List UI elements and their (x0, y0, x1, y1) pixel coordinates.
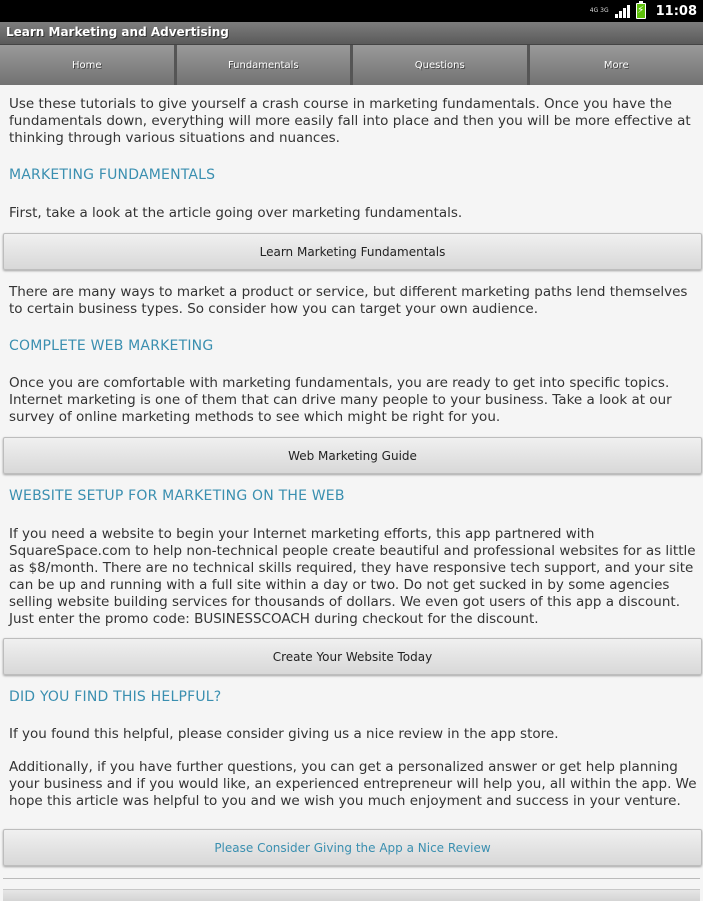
web-marketing-paragraph: Once you are comfortable with marketing fundamentals, you are ready to get into specific topics. Internet marketing is one of them that can drive many people to your business. Take a look at our survey of online marketing methods to see which might be right for you. (9, 375, 699, 426)
nice-review-button[interactable]: Please Consider Giving the App a Nice Review (3, 829, 702, 866)
app-title-bar (0, 22, 703, 45)
status-icons (590, 2, 697, 20)
intro-paragraph: Use these tutorials to give yourself a crash course in marketing fundamentals. Once you have the fundamentals down, everything will more easily fall into place and then you will be more effective at thinking through various situations and nuances. (9, 96, 699, 147)
review-request-paragraph: If you found this helpful, please consider giving us a nice review in the app store. (9, 726, 699, 743)
tab-more[interactable]: More (530, 45, 703, 85)
tab-questions[interactable]: Questions (353, 45, 527, 85)
further-questions-paragraph: Additionally, if you have further questions, you can get a personalized answer or get help planning your business and if you would like, an experienced entrepreneur will help you, all within the app. We hope this article was helpful to you and we wish you much enjoyment and success in your venture. (9, 759, 699, 810)
website-setup-paragraph: If you need a website to begin your Internet marketing efforts, this app partnered with SquareSpace.com to help non-technical people create beautiful and professional websites for as little as $8/month. There are no technical skills required, they have responsive tech support, and your site can be up and running with a full site within a day or two. Do not get sucked in by some agencies selling website building services for thousands of dollars. We even got users of this app a discount. Just enter the promo code: BUSINESSCOACH during checkout for the discount. (9, 526, 699, 628)
tab-fundamentals[interactable]: Fundamentals (177, 45, 351, 85)
create-your-website-button[interactable]: Create Your Website Today (3, 638, 702, 675)
divider (3, 878, 700, 879)
heading-did-you-find-helpful: DID YOU FIND THIS HELPFUL? (9, 689, 221, 705)
web-marketing-guide-button[interactable]: Web Marketing Guide (3, 437, 702, 474)
heading-marketing-fundamentals: MARKETING FUNDAMENTALS (9, 167, 215, 183)
battery-icon: ⚡ (636, 3, 646, 19)
clock: 11:08 (656, 4, 697, 19)
fundamentals-paragraph: First, take a look at the article going over marketing fundamentals. (9, 205, 699, 222)
status-bar (0, 0, 703, 22)
nav-bar (0, 45, 703, 85)
tab-home[interactable]: Home (0, 45, 174, 85)
marketing-paths-paragraph: There are many ways to market a product or service, but different marketing paths lend themselves to certain business types. So consider how you can target your own audience. (9, 284, 699, 318)
learn-marketing-fundamentals-button[interactable]: Learn Marketing Fundamentals (3, 233, 702, 270)
app-title: Learn Marketing and Advertising (6, 25, 229, 39)
heading-complete-web-marketing: COMPLETE WEB MARKETING (9, 338, 213, 354)
bottom-strip (3, 889, 700, 901)
heading-website-setup: WEBSITE SETUP FOR MARKETING ON THE WEB (9, 488, 345, 504)
sim-network-icon: 4G 3G (590, 8, 609, 14)
signal-strength-icon (615, 5, 630, 18)
